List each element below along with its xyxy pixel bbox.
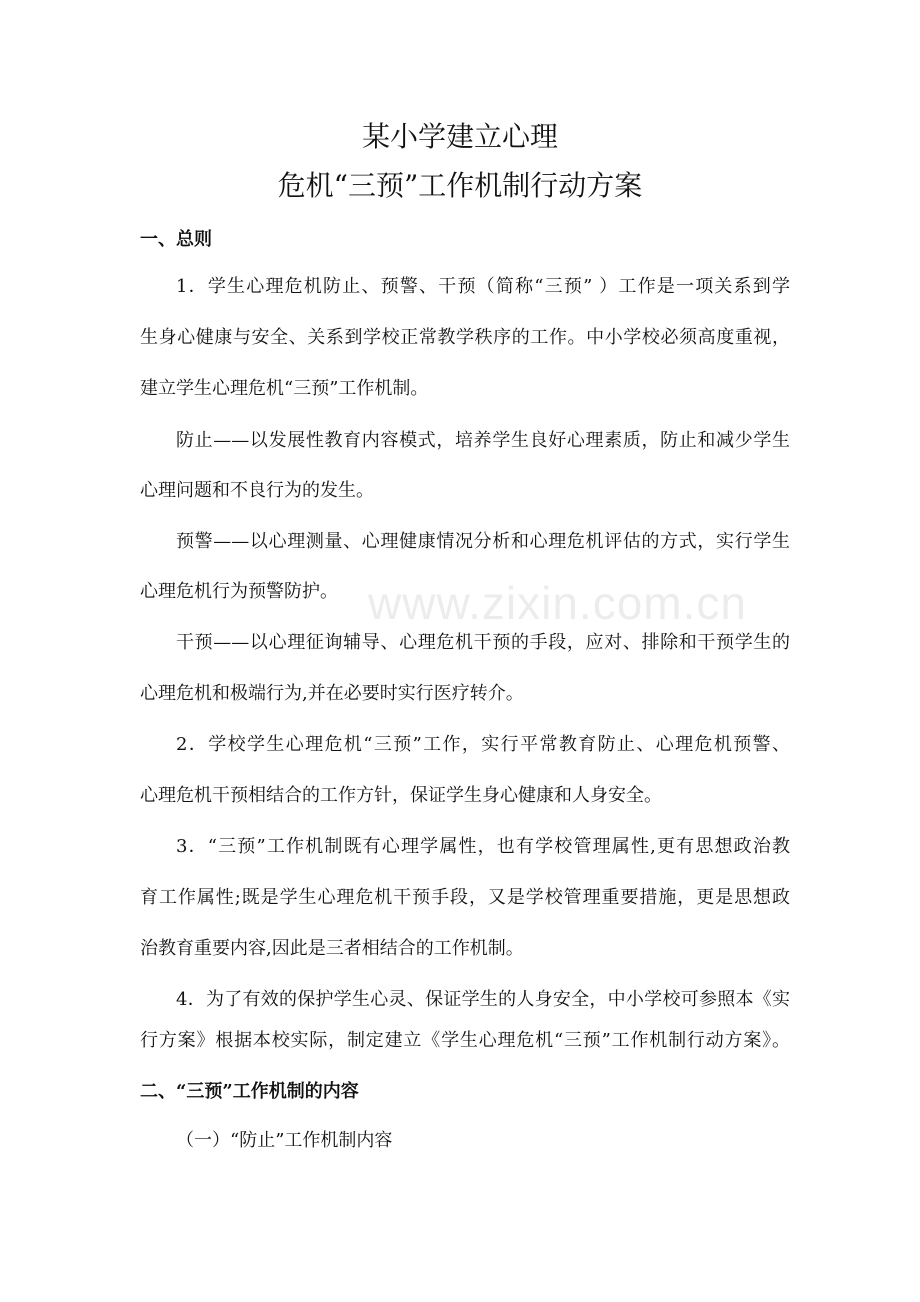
paragraph-line: 3．“三预”工作机制既有心理学属性，也有学校管理属性,更有思想政治教: [176, 836, 790, 857]
paragraph-line: 心理危机行为预警防护。: [140, 581, 338, 602]
section-heading: 二、“三预”工作机制的内容: [140, 1081, 359, 1102]
subsection-heading: （一）“防止”工作机制内容: [176, 1130, 393, 1151]
paragraph-line: 建立学生心理危机“三预”工作机制。: [140, 378, 429, 399]
paragraph-line: 1．学生心理危机防止、预警、干预（简称“三预” ）工作是一项关系到学: [176, 276, 790, 297]
paragraph-line: 预警——以心理测量、心理健康情况分析和心理危机评估的方式，实行学生: [176, 531, 790, 552]
paragraph-line: 育工作属性;既是学生心理危机干预手段，又是学校管理重要措施，更是思想政: [140, 887, 790, 908]
paragraph-line: 2．学校学生心理危机“三预”工作，实行平常教育防止、心理危机预警、: [176, 734, 790, 755]
watermark: www.zixin.com.cn: [368, 577, 747, 629]
section-heading: 一、总则: [140, 229, 212, 250]
paragraph-line: 行方案》根据本校实际，制定建立《学生心理危机“三预”工作机制行动方案》。: [140, 1030, 790, 1051]
document-title-line-2: 危机“三预”工作机制行动方案: [277, 169, 643, 202]
paragraph-line: 干预——以心理征询辅导、心理危机干预的手段，应对、排除和干预学生的: [176, 632, 790, 653]
paragraph-line: 心理危机和极端行为,并在必要时实行医疗转介。: [140, 683, 524, 704]
document-title-line-1: 某小学建立心理: [361, 120, 558, 153]
paragraph-line: 生身心健康与安全、关系到学校正常教学秩序的工作。中小学校必须高度重视，: [140, 327, 790, 348]
paragraph-line: 心理问题和不良行为的发生。: [140, 480, 374, 501]
paragraph-line: 防止——以发展性教育内容模式，培养学生良好心理素质，防止和减少学生: [176, 430, 790, 451]
paragraph-line: 心理危机干预相结合的工作方针，保证学生身心健康和人身安全。: [140, 785, 662, 806]
paragraph-line: 治教育重要内容,因此是三者相结合的工作机制。: [140, 938, 524, 959]
paragraph-line: 4．为了有效的保护学生心灵、保证学生的人身安全，中小学校可参照本《实: [176, 989, 790, 1010]
